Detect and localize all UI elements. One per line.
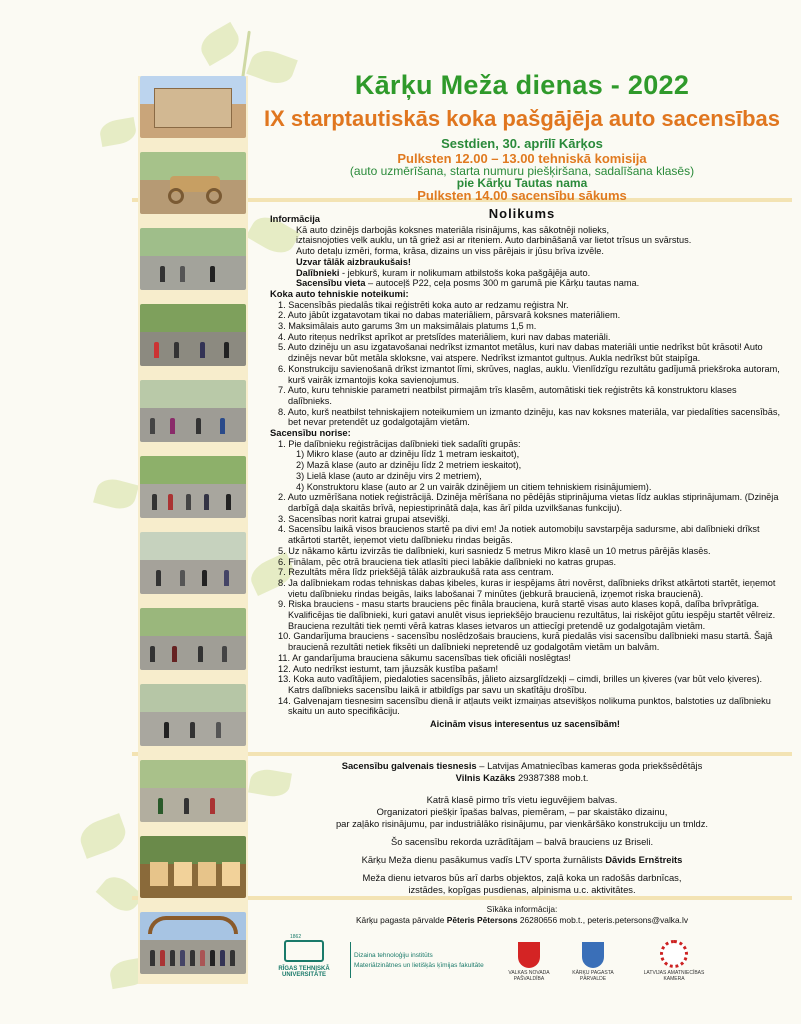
info-paragraph: Kā auto dzinējs darbojās koksnes materiāla risinājums, kas sākotnēji nolieks, — [296, 224, 610, 235]
race-item: 13. Koka auto vadītājiem, piedaloties sacensībās, jālieto aizsarglīdzekļi – cimdi, brilles un ķiveres (var būt velo ķiveres). Katrs dalībnieks sacensību laikā ir atbildīgs par savu un skatītāju drošību. — [278, 674, 763, 695]
record-prize: Šo sacensību rekorda uzrādītājam – balvā brauciens uz Briseli. — [390, 836, 654, 847]
valka-crest-icon — [518, 942, 540, 968]
event-place: pie Kārķu Tautas nama — [456, 176, 588, 190]
contact-line — [262, 915, 782, 926]
prize-line: Katrā klasē pirmo trīs vietu ieguvējiem balvas. — [426, 794, 618, 805]
contact-name: Pēteris Pētersons — [446, 915, 518, 925]
photo-race — [140, 456, 246, 518]
photo-race — [140, 760, 246, 822]
invitation: Aicinām visus interesentus uz sacensībām! — [430, 719, 620, 730]
judge-line — [262, 760, 782, 771]
tech-item: 7. Auto, kuru tehniskie parametri neatbilst pirmajām trīs klasēm, automātiski tiek reģistrēts kā konstruktoru klases dalībnieks. — [278, 385, 737, 406]
lak-logo-icon — [660, 940, 688, 968]
extra-activities: Meža dienu ietvaros būs arī darbs objektos, zaļā koka un radošās darbnīcas, — [362, 872, 682, 883]
karki-name: KĀRĶU PAGASTA PĀRVALDE — [572, 970, 614, 982]
rules-body — [270, 214, 780, 730]
valka-name: VALKAS NOVADA PAŠVALDĪBA — [508, 970, 550, 982]
race-item: 7. Rezultāts mēra līdz priekšējā tālāk aizbraukušā rata ass centram. — [278, 567, 554, 578]
judge-phone: 29387388 mob.t. — [515, 772, 589, 783]
karki-crest-icon — [582, 942, 604, 968]
institute-name: Dizaina tehnoloģiju institūts — [354, 952, 433, 959]
race-item: 9. Riska brauciens - masu starts brauciens pēc fināla brauciena, kurā startē visas auto klases kopā, dalība brīvprātīga. Kvalificējas tie dalībnieki, kuri gatavi anulēt visus iepriekšējo braucienu rezultātus, lai riskējot gūtu iespēju startēt vēlreiz. Brauciena rezultāti tiek ņemti vērā katras klases ietvaros un attiecīgi pretendē uz godalgotajām vietām. — [278, 599, 776, 631]
race-item: 4. Sacensību laikā visos braucienos startē pa divi em! Ja notiek automobiļu savstarpēja sadursme, abi dalībnieki drīkst atkārtoti startēt, ieņemot vietu dalībnieku rindas beigās. — [278, 524, 760, 546]
race-item: 2. Auto uzmērīšana notiek reģistrācijā. Dzinēja mērīšana no pēdējās stiprinājuma vietas līdz auklas stiprinājumam. (Dzinēja darbīgā daļa skaitās brīvā, nepiestiprinātā daļa, kas ārī pilda uzvilkšanas funkciju). — [278, 492, 779, 513]
leaf-decoration — [93, 475, 139, 512]
participants-text: - jebkurš, kuram ir nolikumam atbilstošs koka pašgājēja auto. — [339, 267, 591, 278]
photo-race — [140, 304, 246, 366]
rules-title: Nolikums — [488, 206, 556, 221]
extra-activities: izstādes, kopīgas pusdienas, alpinisma u.c. aktivitātes. — [408, 884, 636, 895]
start-time: Pulksten 14.00 sacensību sākums — [417, 188, 627, 203]
prize-line: Organizatori piešķir īpašas balvas, piemēram, – par skaistāko dizainu, — [376, 806, 668, 817]
rtu-logo-icon — [284, 940, 324, 962]
judge-name: Vilnis Kazāks — [455, 772, 516, 783]
lak-name: LATVIJAS AMATNIECĪBAS KAMERA — [643, 970, 705, 982]
tech-item: 6. Konstrukciju savienošanā drīkst izmantot līmi, skrūves, naglas, auklu. Vienlīdzīgu rezultātu gadījumā priekšroka autoram, kurš vairāk izmantojis koka savienojumus. — [278, 363, 780, 385]
leaf-decoration — [196, 22, 245, 66]
photo-column — [138, 76, 248, 984]
photo-race — [140, 228, 246, 290]
photo-race — [140, 684, 246, 746]
contact-rest: 26280656 mob.t., peteris.petersons@valka.lv — [517, 915, 689, 925]
race-item: 3. Sacensības norit katrai grupai atsevišķi. — [278, 513, 451, 524]
photo-race — [140, 532, 246, 594]
photo-building — [140, 76, 246, 138]
race-item: 14. Galvenajam tiesnesim sacensību dienā ir atļauts veikt izmaiņas atsevišķos nolikuma punktos, balstoties uz dalībnieku skaitu un auto specifikāciju. — [278, 695, 771, 717]
prize-line: par zaļāko risinājumu, par industriālāko risinājumu, par vienkāršāko konstrukciju un tmldz. — [335, 818, 709, 829]
contact-label: Sīkāka informācija: — [486, 904, 558, 914]
tech-item: 4. Auto riteņus nedrīkst aprīkot ar pretslīdes materiāliem, kuri nav dabas materiāli. — [278, 331, 611, 342]
leaf-decoration — [98, 117, 138, 147]
photo-crowd — [140, 912, 246, 974]
tech-item: 5. Auto dzinēju un asu izgatavošanai nedrīkst izmantot metālus, kuri nav dabas materiāli untie nedrīkst būt krāsoti! Auto dzinējs nevar būt metāla skloksne, vai atspere. Nedrīkst izmantot gultņus. Aukla nedrīkst būt staipīga. — [278, 342, 763, 364]
venue-label: Sacensību vieta — [296, 278, 366, 289]
rtu-year: 1862 — [290, 934, 302, 940]
class-item: 1) Mikro klase (auto ar dzinēju līdz 1 metram ieskaitot), — [296, 449, 520, 460]
judge-label: Sacensību galvenais tiesnesis — [341, 760, 477, 771]
host-line — [262, 854, 782, 865]
class-item: 3) Lielā klase (auto ar dzinēju virs 2 metriem), — [296, 470, 482, 481]
rtu-name: RĪGAS TEHNISKĀ UNIVERSITĀTE — [278, 966, 330, 978]
tech-item: 1. Sacensībās piedalās tikai reģistrēti koka auto ar redzamu reģistra Nr. — [278, 299, 569, 310]
race-item: 5. Uz nākamo kārtu izvirzās tie dalībnieki, kuri sasniedz 5 metrus Mikro klasē un 10 metrus pārējās klasēs. — [278, 545, 711, 556]
tech-item: 3. Maksimālais auto garums 3m un maksimālais platums 1,5 m. — [278, 321, 537, 332]
event-title: Kārķu Meža dienas - 2022 — [354, 70, 690, 100]
photo-race — [140, 608, 246, 670]
event-date: Sestdien, 30. aprīlī Kārķos — [441, 136, 603, 151]
photo-race — [140, 380, 246, 442]
judge-contact — [262, 772, 782, 783]
host-text: Kārķu Meža dienu pasākumus vadīs LTV sporta žurnālists — [361, 854, 606, 865]
sponsor-logos — [262, 936, 782, 996]
info-paragraph: iztaisnojoties velk auklu, un tā griež asi ar riteniem. Auto darbināšanā var lietot trīsus un svārstus. — [296, 235, 692, 246]
faculty-name: Materiālzinātnes un lietišķās ķīmijas fakultāte — [354, 962, 484, 969]
leaf-decoration — [76, 813, 130, 859]
host-name: Dāvids Ernštreits — [605, 854, 683, 865]
participants — [270, 268, 780, 279]
logo-divider — [350, 942, 351, 978]
race-item: 6. Finālam, pēc otrā brauciena tiek atlasīti pieci labākie dalībnieki no katras grupas. — [278, 556, 617, 567]
event-subtitle: IX starptautiskās koka pašgājēja auto sacensības — [263, 106, 781, 131]
slogan: Uzvar tālāk aizbraukušais! — [296, 256, 411, 267]
tech-item: 2. Auto jābūt izgatavotam tikai no dabas materiāliem, pārsvarā koksnes materiāliem. — [278, 310, 621, 321]
contact-org: Kārķu pagasta pārvalde — [355, 915, 447, 925]
commission-time: Pulksten 12.00 – 13.00 tehniskā komisija — [397, 151, 647, 166]
tech-item: 8. Auto, kurš neatbilst tehniskajiem noteikumiem un izmanto dzinēju, kas nav koksnes materiāla, var piedalīties sacensībās, bet nevar pretendēt uz godalgotajām vietām. — [278, 406, 780, 428]
commission-note: (auto uzmērīšana, starta numuru piešķiršana, sadalīšana klasēs) — [349, 164, 695, 178]
race-item: 12. Auto nedrīkst iestumt, tam jāuzsāk kustība pašam! — [278, 663, 499, 674]
photo-wooden-car — [140, 152, 246, 214]
class-item: 2) Mazā klase (auto ar dzinēju līdz 2 metriem ieskaitot), — [296, 460, 522, 471]
race-item: 11. Ar gandarījuma brauciena sākumu sacensības tiek oficiāli noslēgtas! — [278, 652, 571, 663]
race-item: 1. Pie dalībnieku reģistrācijas dalībnieki tiek sadalīti grupās: — [278, 438, 521, 449]
race-heading: Sacensību norise: — [270, 427, 351, 439]
judge-text: – Latvijas Amatniecības kameras goda priekšsēdētājs — [476, 760, 703, 771]
info-paragraph: Auto detaļu izmēri, forma, krāsa, dizains un viss pārējais ir jūsu brīva izvēle. — [296, 246, 604, 257]
info-heading: Informācija — [270, 213, 321, 224]
photo-prizes — [140, 836, 246, 898]
race-item: 8. Ja dalībniekam rodas tehniskas dabas ķibeles, kuras ir iespējams ātri novērst, dalībnieks drīkst atkārtoti startēt, ieņemot vietu dalībnieku rindas beigās, laiks labošanai 7 minūtes (jebkurā braucienā, izņemot riska braucienā). — [278, 577, 776, 599]
venue-text: – autoceļš P22, ceļa posms 300 m garumā pie Kārķu tautas nama. — [365, 278, 640, 289]
class-item: 4) Konstruktoru klase (auto ar 2 un vairāk dzinējiem un citiem tehniskiem risinājumiem). — [296, 481, 652, 492]
tech-heading: Koka auto tehniskie noteikumi: — [270, 287, 409, 299]
race-item: 10. Gandarījuma brauciens - sacensību noslēdzošais brauciens, kurā piedalās visi sacensību dalībnieki masu startā. Šajā braucienā rezultāti netiek fiksēti un dalībnieki nepretendē uz godalgotām vietām un balvām. — [278, 631, 773, 653]
participants-label: Dalībnieki — [296, 267, 340, 278]
